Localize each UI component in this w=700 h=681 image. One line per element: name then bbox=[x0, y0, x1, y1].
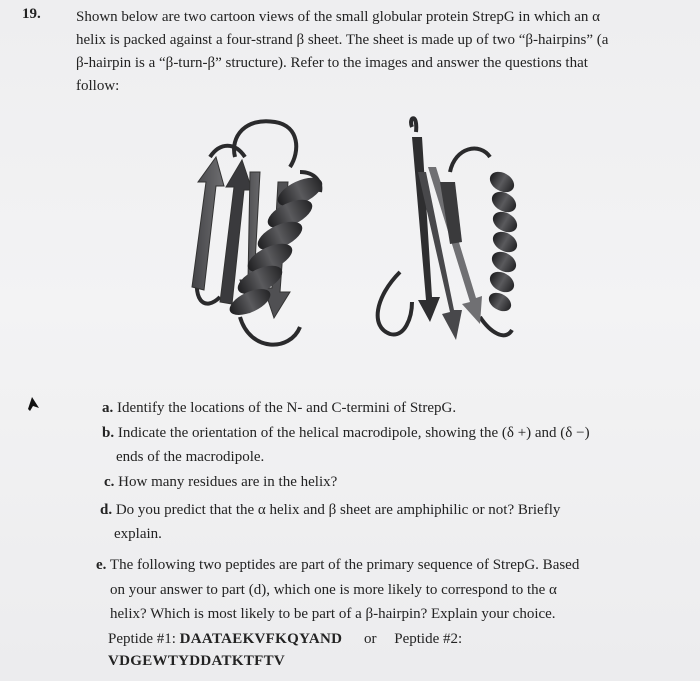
part-text: Do you predict that the α helix and β sheet are amphiphilic or not? Briefly bbox=[115, 502, 561, 518]
part-text: The following two peptides are part of the primary sequence of StrepG. Based bbox=[109, 557, 580, 573]
intro-line: follow: bbox=[76, 78, 120, 94]
question-part-a bbox=[102, 396, 456, 420]
peptide-line bbox=[108, 627, 462, 651]
loop-coil bbox=[450, 149, 490, 172]
part-letter: b. bbox=[102, 425, 115, 441]
loop-coil bbox=[411, 118, 416, 132]
protein-view-right bbox=[378, 118, 521, 340]
question-part-d bbox=[100, 498, 560, 522]
peptide-2-sequence: VDGEWTYDDATKTFTV bbox=[108, 653, 286, 669]
question-part-c bbox=[104, 470, 337, 494]
peptide-1-sequence: DAATAEKVFKQYAND bbox=[179, 631, 343, 647]
question-part-d-cont bbox=[114, 522, 162, 546]
question-part-b-cont bbox=[116, 445, 264, 469]
intro-line: Shown below are two cartoon views of the small globular protein StrepG in which an α bbox=[76, 9, 600, 25]
part-letter: c. bbox=[104, 474, 115, 490]
question-number: 19. bbox=[22, 6, 41, 22]
loop-coil bbox=[480, 317, 512, 335]
peptide-2-label: Peptide #2: bbox=[394, 631, 463, 647]
part-text: How many residues are in the helix? bbox=[118, 474, 338, 490]
peptide-1-label: Peptide #1: bbox=[108, 631, 176, 647]
part-letter: a. bbox=[102, 400, 114, 416]
part-text: Indicate the orientation of the helical macrodipole, showing the (δ +) and (δ −) bbox=[117, 425, 590, 441]
question-part-b bbox=[102, 421, 590, 445]
part-text: explain. bbox=[114, 526, 162, 542]
part-letter: e. bbox=[96, 557, 107, 573]
part-letter: d. bbox=[100, 502, 113, 518]
alpha-helix bbox=[486, 168, 521, 315]
loop-coil bbox=[210, 146, 245, 157]
loop-coil bbox=[240, 317, 300, 345]
protein-cartoon-figure bbox=[150, 112, 550, 362]
beta-strand-arrow bbox=[192, 157, 224, 290]
part-text: helix? Which is most likely to be part of a β-hairpin? Explain your choice. bbox=[110, 606, 556, 622]
question-part-e-cont bbox=[110, 602, 556, 626]
part-text: Identify the locations of the N- and C-termini of StrepG. bbox=[117, 400, 457, 416]
intro-line: helix is packed against a four-strand β sheet. The sheet is made up of two “β-hairpins” (a bbox=[76, 32, 609, 48]
or-text: or bbox=[364, 631, 377, 647]
question-intro bbox=[76, 6, 646, 98]
loop-coil bbox=[378, 272, 412, 334]
part-text: ends of the macrodipole. bbox=[116, 449, 265, 465]
loop-coil bbox=[234, 121, 296, 167]
protein-view-left bbox=[192, 121, 326, 344]
intro-line: β-hairpin is a “β-turn-β” structure). Refer to the images and answer the questions that bbox=[76, 55, 588, 71]
mouse-cursor-icon bbox=[24, 396, 40, 412]
question-part-e bbox=[96, 553, 579, 577]
part-text: on your answer to part (d), which one is more likely to correspond to the α bbox=[110, 582, 557, 598]
question-part-e-cont bbox=[110, 578, 557, 602]
